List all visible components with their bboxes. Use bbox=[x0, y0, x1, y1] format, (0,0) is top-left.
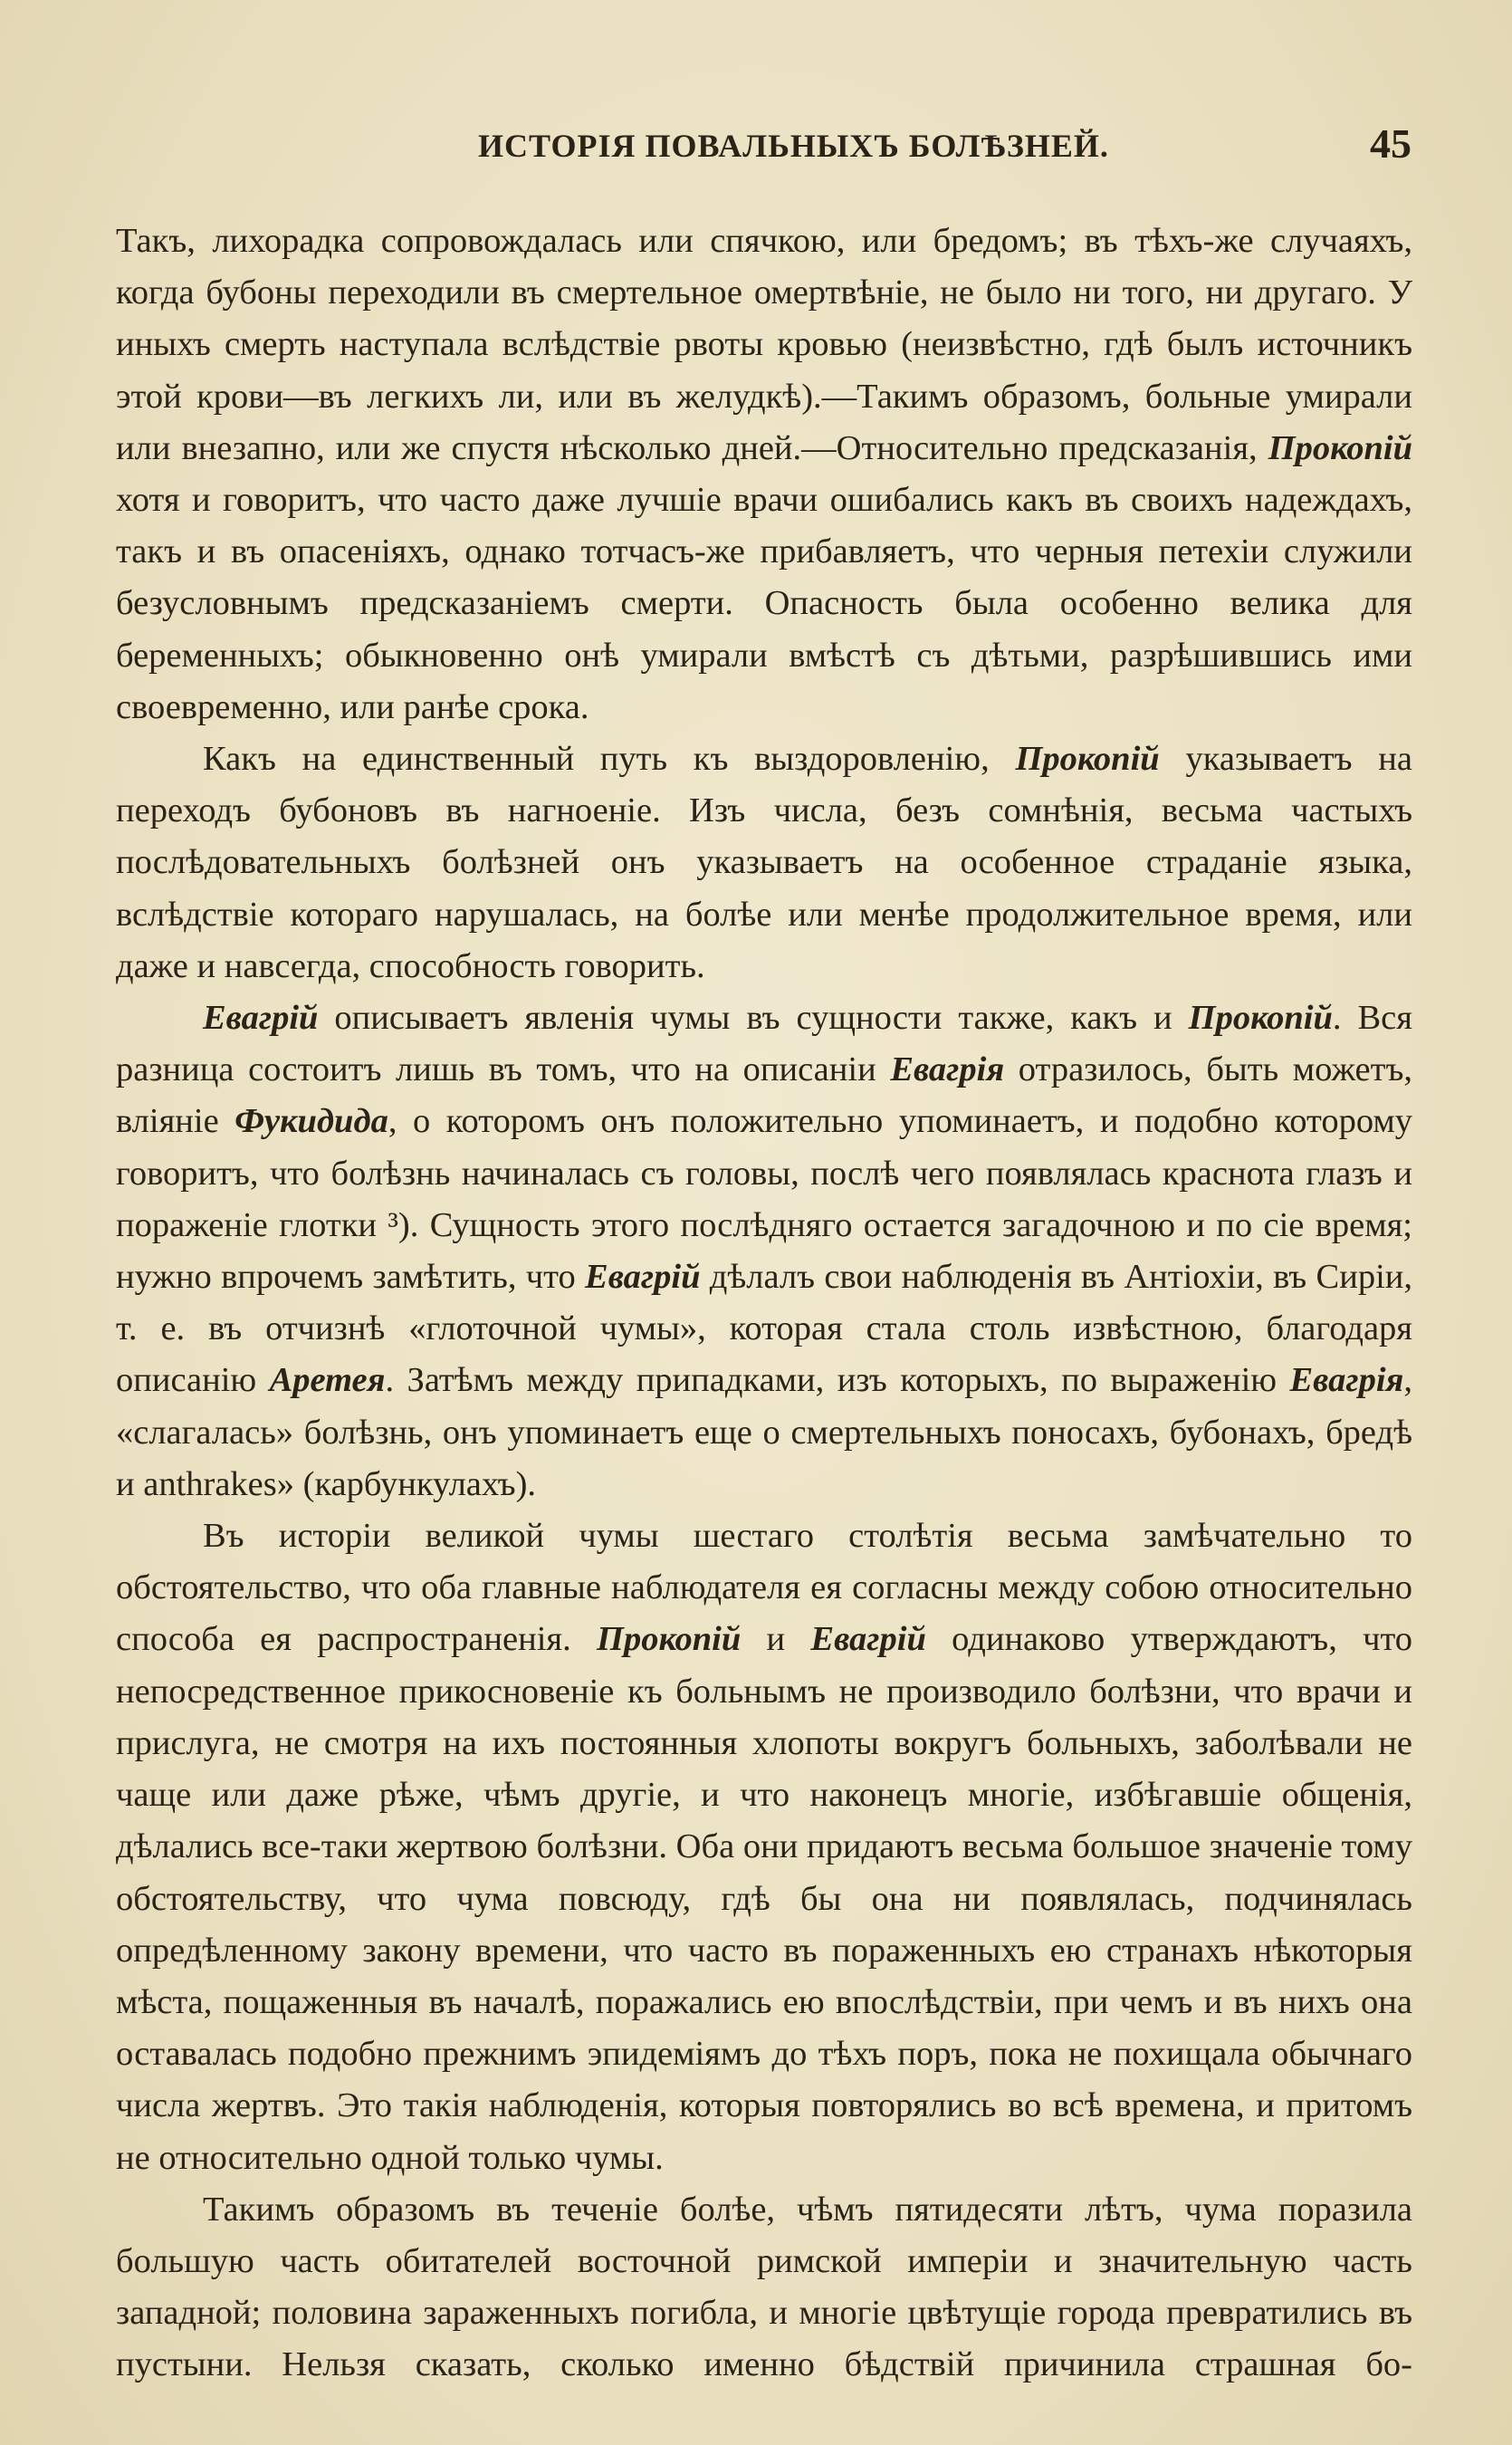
person-name: Евагрій bbox=[810, 1620, 926, 1659]
body-text bbox=[116, 216, 1412, 2392]
text-run: дѣлалъ свои наблюденія въ Антіохіи, въ Сиріи, т. е. въ отчизнѣ «глоточной чумы», которая стала столь извѣстною, благодаря описанію bbox=[116, 1258, 1412, 1400]
person-name: Евагрія bbox=[1289, 1361, 1404, 1400]
paragraph bbox=[116, 216, 1412, 734]
running-title: ИСТОРІЯ ПОВАЛЬНЫХЪ БОЛѢЗНЕЙ. bbox=[478, 128, 1109, 164]
text-run: . Затѣмъ между припадками, изъ которыхъ, по выраженію bbox=[385, 1361, 1290, 1400]
text-run: указываетъ на переходъ бубоновъ въ нагноеніе. Изъ числа, безъ сомнѣнія, весьма частыхъ послѣдовательныхъ болѣзней онъ указываетъ на особенное страданіе языка, вслѣдствіе котораго нарушалась, на болѣе или менѣе продолжительное время, или даже и навсегда, способность говорить. bbox=[116, 740, 1412, 985]
text-run: Такимъ образомъ въ теченіе болѣе, чѣмъ пятидесяти лѣтъ, чума поразила большую часть обитателей восточной римской имперіи и значительную часть западной; половина зараженныхъ погибла, и многіе цвѣтущіе города превратились въ пустыни. Нельзя сказать, сколько именно бѣдствій причинила страшная бо- bbox=[116, 2190, 1412, 2384]
text-run: . Вся разница состоитъ лишь въ томъ, что на описаніи bbox=[116, 999, 1412, 1089]
running-head bbox=[0, 120, 1512, 174]
person-name: Прокопій bbox=[1268, 428, 1412, 467]
person-name: Прокопій bbox=[1188, 999, 1333, 1038]
person-name: Аретея bbox=[269, 1361, 386, 1400]
paragraph bbox=[116, 2184, 1412, 2392]
text-run: и bbox=[741, 1620, 811, 1659]
text-run: , «слагалась» болѣзнь, онъ упоминаетъ еще о смертельныхъ поносахъ, бубонахъ, бредѣ и anthrakes» (карбункулахъ). bbox=[116, 1361, 1412, 1503]
person-name: Евагрія bbox=[890, 1050, 1005, 1089]
text-run: одинаково утверждаютъ, что непосредственное прикосновеніе къ больнымъ не производило болѣзни, что врачи и прислуга, не смотря на ихъ постоянныя хлопоты вокругъ больныхъ, заболѣвали не чаще или даже рѣже, чѣмъ другіе, и что наконецъ многіе, избѣгавшіе общенія, дѣлались все-таки жертвою болѣзни. Оба они придаютъ весьма большое значеніе тому обстоятельству, что чума повсюду, гдѣ бы она ни появлялась, подчинялась опредѣленному закону времени, что часто въ пораженныхъ ею странахъ нѣкоторыя мѣста, пощаженныя въ началѣ, поражались ею впослѣдствіи, при чемъ и въ нихъ она оставалась подобно прежнимъ эпидеміямъ до тѣхъ поръ, пока не похищала обычнаго числа жертвъ. Это такія наблюденія, которыя повторялись во всѣ времена, и притомъ не относительно одной только чумы. bbox=[116, 1620, 1413, 2177]
text-run: отразилось, быть можетъ, вліяніе bbox=[116, 1050, 1412, 1141]
person-name: Евагрій bbox=[585, 1258, 701, 1297]
person-name: Прокопій bbox=[1015, 740, 1160, 779]
text-run: описываетъ явленія чумы въ сущности также, какъ и bbox=[318, 999, 1189, 1038]
text-run: , о которомъ онъ положительно упоминаетъ, и подобно которому говоритъ, что болѣзнь начиналась съ головы, послѣ чего появлялась краснота глазъ и пораженіе глотки ³). Сущность этого послѣдняго остается загадочною и по сіе время; нужно впрочемъ замѣтить, что bbox=[116, 1102, 1412, 1297]
paragraph bbox=[116, 1510, 1412, 2184]
text-run: Какъ на единственный путь къ выздоровленію, bbox=[203, 740, 1016, 779]
page-number: 45 bbox=[1370, 120, 1412, 167]
text-run: хотя и говоритъ, что часто даже лучшіе врачи ошибались какъ въ своихъ надеждахъ, такъ и въ опасеніяхъ, однако тотчасъ-же прибавляетъ, что черныя петехіи служили безусловнымъ предсказаніемъ смерти. Опасность была особенно велика для беременныхъ; обыкновенно онѣ умирали вмѣстѣ съ дѣтьми, разрѣшившись ими своевременно, или ранѣе срока. bbox=[116, 481, 1412, 726]
paragraph bbox=[116, 734, 1412, 992]
person-name: Прокопій bbox=[597, 1620, 742, 1659]
text-run: Такъ, лихорадка сопровождалась или спячкою, или бредомъ; въ тѣхъ-же случаяхъ, когда бубоны переходили въ смертельное омертвѣніе, не было ни того, ни другаго. У иныхъ смерть наступала вслѣдствіе рвоты кровью (неизвѣстно, гдѣ былъ источникъ этой крови—въ легкихъ ли, или въ желудкѣ).—Такимъ образомъ, больные умирали или внезапно, или же спустя нѣсколько дней.—Относительно предсказанія, bbox=[116, 222, 1412, 467]
person-name: Фукидида bbox=[234, 1102, 388, 1141]
text-run: Въ исторіи великой чумы шестаго столѣтія весьма замѣчательно то обстоятельство, что оба главные наблюдателя ея согласны между собою относительно способа ея распространенія. bbox=[116, 1517, 1412, 1659]
person-name: Евагрій bbox=[203, 999, 319, 1038]
paragraph bbox=[116, 992, 1412, 1510]
